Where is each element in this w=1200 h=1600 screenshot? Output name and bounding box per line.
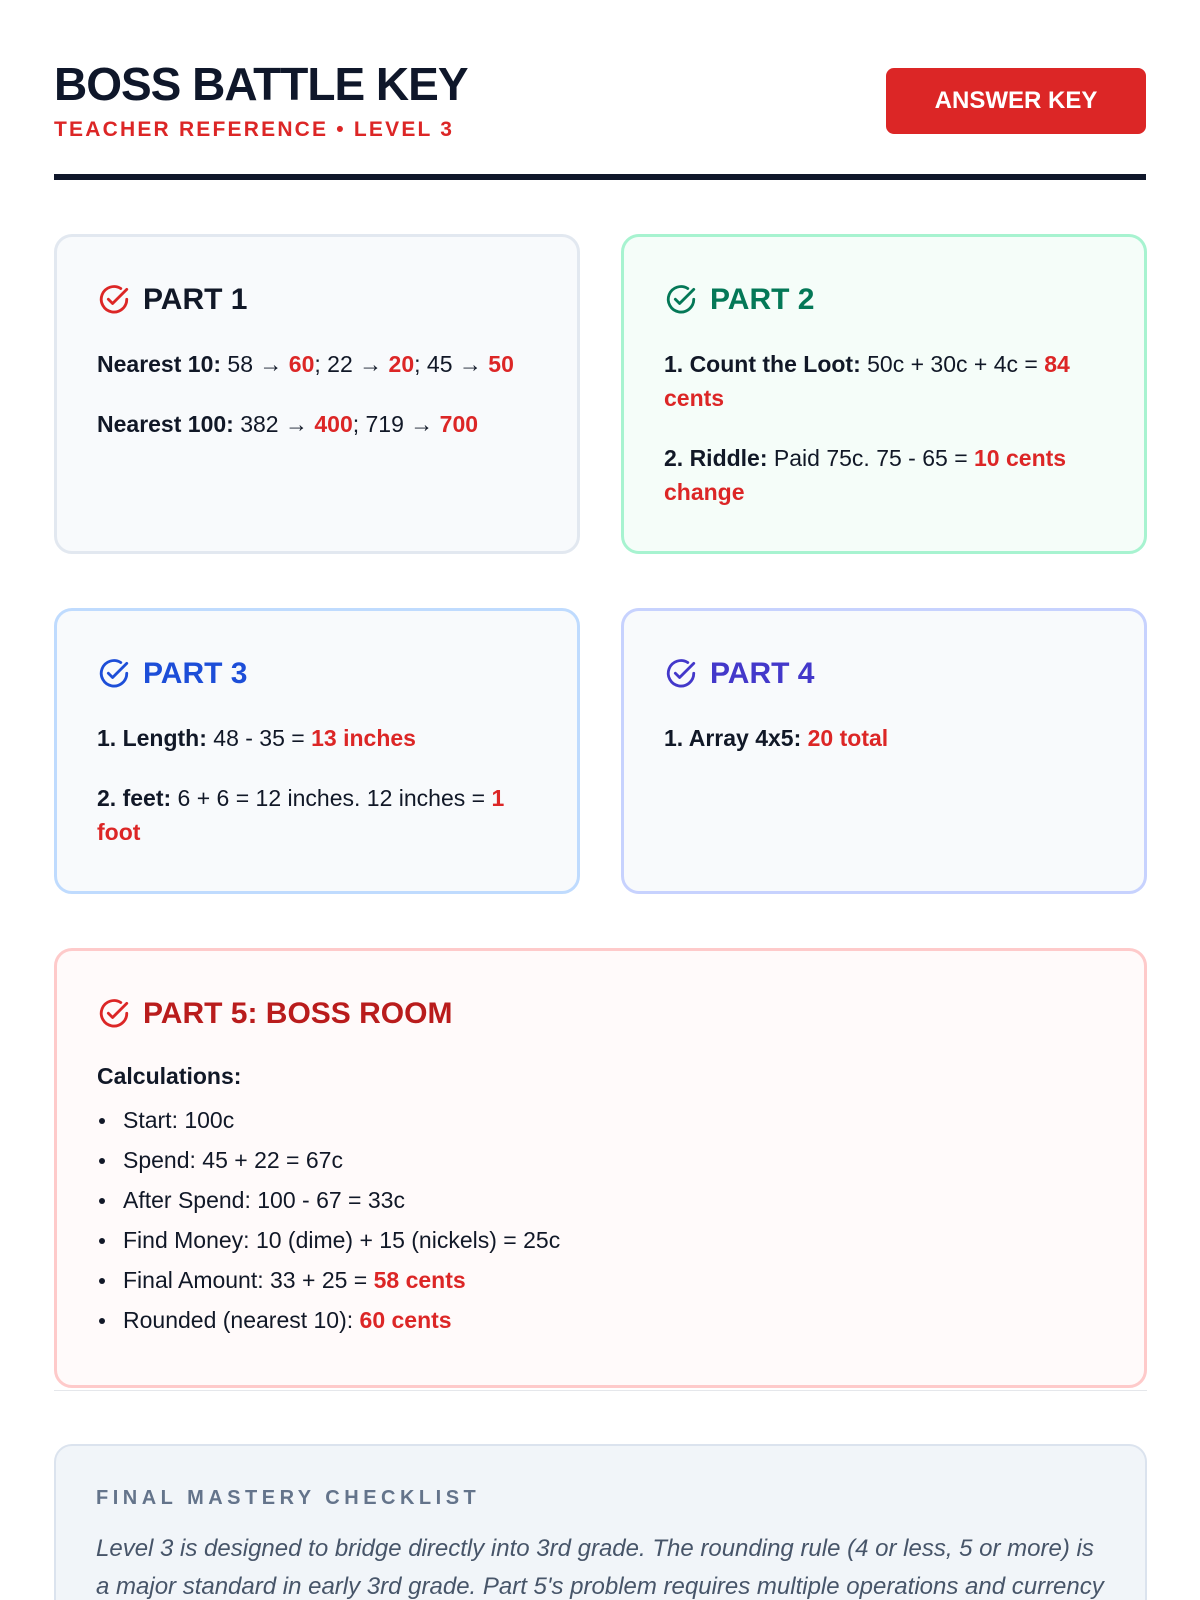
item-text: Find Money: 10 (dime) + 15 (nickels) = 25c <box>123 1227 561 1253</box>
part-5-header <box>97 995 1104 1033</box>
part-4-line-1 <box>664 721 1104 755</box>
list-item <box>97 1305 1104 1335</box>
answer-value: 60 <box>288 351 315 377</box>
page-header <box>54 58 1146 182</box>
check-circle-icon <box>97 657 131 691</box>
line-text: ; 719 → <box>352 411 440 437</box>
answer-value: 10 cents change <box>664 445 1067 505</box>
calculations-label: Calculations: <box>97 1063 242 1089</box>
part-1-card <box>54 234 580 554</box>
page-title: BOSS BATTLE KEY <box>54 58 468 110</box>
answer-value: 400 <box>314 411 353 437</box>
answer-value: 1 foot <box>97 785 505 845</box>
part-3-line-2 <box>97 781 537 849</box>
part-1-line-2 <box>97 407 537 441</box>
list-item <box>97 1145 1104 1175</box>
item-text: Spend: 45 + 22 = 67c <box>123 1147 343 1173</box>
check-circle-icon <box>97 997 131 1031</box>
line-text: Paid 75c. 75 - 65 = <box>767 445 975 471</box>
part-2-header <box>664 281 1104 319</box>
list-item <box>97 1265 1104 1295</box>
part-1-header <box>97 281 537 319</box>
answer-value: 50 <box>488 351 514 377</box>
line-text: 50c + 30c + 4c = <box>860 351 1045 377</box>
part-2-title: PART 2 <box>710 283 815 316</box>
mastery-checklist <box>54 1444 1147 1600</box>
part-1-line-1 <box>97 347 537 381</box>
line-label: 1. Array 4x5: <box>664 725 802 751</box>
part-2-card <box>621 234 1147 554</box>
section-divider <box>54 1390 1147 1391</box>
answer-key-button[interactable]: ANSWER KEY <box>886 68 1146 134</box>
part-3-title: PART 3 <box>143 657 248 690</box>
line-text: 6 + 6 = 12 inches. 12 inches = <box>171 785 492 811</box>
part-3-header <box>97 655 537 693</box>
part-4-title: PART 4 <box>710 657 815 690</box>
check-circle-icon <box>664 657 698 691</box>
line-label: Nearest 10: <box>97 351 222 377</box>
check-circle-icon <box>664 283 698 317</box>
answer-value: 84 cents <box>664 351 1070 411</box>
page-subtitle: TEACHER REFERENCE • LEVEL 3 <box>54 118 455 141</box>
calculations-list <box>97 1105 1104 1335</box>
line-text: ; 22 → <box>314 351 389 377</box>
line-text: 58 → <box>221 351 289 377</box>
part-3-line-1 <box>97 721 537 755</box>
item-text: Rounded (nearest 10): <box>123 1307 360 1333</box>
part-1-title: PART 1 <box>143 283 248 316</box>
item-text: Final Amount: 33 + 25 = <box>123 1267 374 1293</box>
item-text: After Spend: 100 - 67 = 33c <box>123 1187 405 1213</box>
answer-value: 20 <box>388 351 415 377</box>
list-item <box>97 1105 1104 1135</box>
line-label: 2. feet: <box>97 785 172 811</box>
part-4-card <box>621 608 1147 894</box>
line-label: 2. Riddle: <box>664 445 768 471</box>
header-divider <box>54 174 1146 180</box>
list-item <box>97 1225 1104 1255</box>
mastery-text: Level 3 is designed to bridge directly into 3rd grade. The rounding rule (4 or less, 5 or more) is a major standard in early 3rd grade. Part 5's problem requires multiple operations and currency <box>96 1535 1104 1600</box>
part-2-line-2 <box>664 441 1104 509</box>
answer-value: 58 cents <box>373 1267 466 1293</box>
part-5-title: PART 5: BOSS ROOM <box>143 997 453 1030</box>
line-label: 1. Length: <box>97 725 207 751</box>
mastery-label: FINAL MASTERY CHECKLIST <box>96 1487 481 1509</box>
part-2-line-1 <box>664 347 1104 415</box>
answer-value: 20 total <box>807 725 889 751</box>
check-circle-icon <box>97 283 131 317</box>
part-4-header <box>664 655 1104 693</box>
answer-value: 13 inches <box>311 725 416 751</box>
line-text: 48 - 35 = <box>206 725 312 751</box>
list-item <box>97 1185 1104 1215</box>
answer-value: 700 <box>439 411 479 437</box>
answer-value: 60 cents <box>359 1307 452 1333</box>
line-text: 382 → <box>233 411 315 437</box>
line-text: ; 45 → <box>414 351 489 377</box>
line-label: 1. Count the Loot: <box>664 351 861 377</box>
part-5-card <box>54 948 1147 1388</box>
item-text: Start: 100c <box>123 1107 235 1133</box>
line-label: Nearest 100: <box>97 411 234 437</box>
part-3-card <box>54 608 580 894</box>
